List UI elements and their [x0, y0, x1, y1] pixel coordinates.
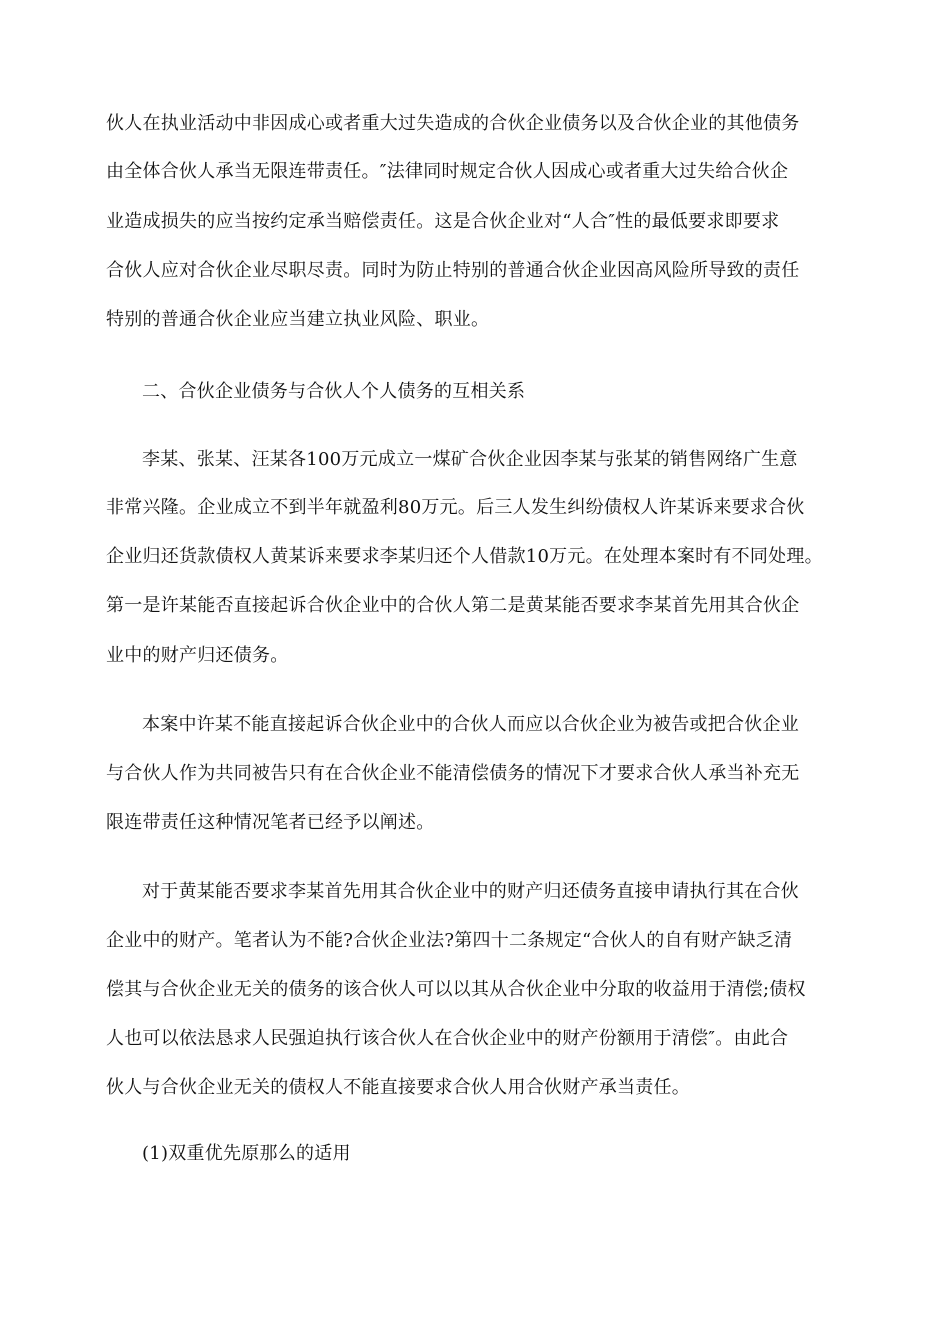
paragraph-1-line-4: 合伙人应对合伙企业尽职尽责。同时为防止特别的普通合伙企业因高风险所导致的责任	[106, 260, 800, 281]
subsection-heading: (1)双重优先原那么的适用	[142, 1143, 351, 1164]
section-heading: 二、合伙企业债务与合伙人个人债务的互相关系	[142, 381, 526, 402]
paragraph-4-line-1: 本案中许某不能直接起诉合伙企业中的合伙人而应以合伙企业为被告或把合伙企业	[142, 714, 799, 735]
paragraph-5-line-2: 企业中的财产。笔者认为不能?合伙企业法?第四十二条规定“合伙人的自有财产缺乏清	[106, 930, 793, 951]
paragraph-5-line-1: 对于黄某能否要求李某首先用其合伙企业中的财产归还债务直接申请执行其在合伙	[142, 881, 799, 902]
paragraph-3-line-1: 李某、张某、汪某各100万元成立一煤矿合伙企业因李某与张某的销售网络广生意	[142, 449, 798, 470]
paragraph-3-line-5: 业中的财产归还债务。	[106, 645, 289, 666]
paragraph-3-line-3: 企业归还货款债权人黄某诉来要求李某归还个人借款10万元。在处理本案时有不同处理。	[106, 546, 823, 567]
paragraph-1-line-2: 由全体合伙人承当无限连带责任。″法律同时规定合伙人因成心或者重大过失给合伙企	[106, 161, 789, 182]
paragraph-5-line-3: 偿其与合伙企业无关的债务的该合伙人可以以其从合伙企业中分取的收益用于清偿;债权	[106, 979, 806, 1000]
paragraph-1-line-1: 伙人在执业活动中非因成心或者重大过失造成的合伙企业债务以及合伙企业的其他债务	[106, 113, 800, 134]
paragraph-4-line-3: 限连带责任这种情况笔者已经予以阐述。	[106, 812, 435, 833]
paragraph-5-line-4: 人也可以依法恳求人民强迫执行该合伙人在合伙企业中的财产份额用于清偿″。由此合	[106, 1028, 789, 1049]
paragraph-1-line-3: 业造成损失的应当按约定承当赔偿责任。这是合伙企业对“人合″性的最低要求即要求	[106, 211, 780, 232]
paragraph-1-line-5: 特别的普通合伙企业应当建立执业风险、职业。	[106, 309, 490, 330]
paragraph-3-line-2: 非常兴隆。企业成立不到半年就盈利80万元。后三人发生纠纷债权人许某诉来要求合伙	[106, 497, 805, 518]
paragraph-3-line-4: 第一是许某能否直接起诉合伙企业中的合伙人第二是黄某能否要求李某首先用其合伙企	[106, 595, 800, 616]
paragraph-4-line-2: 与合伙人作为共同被告只有在合伙企业不能清偿债务的情况下才要求合伙人承当补充无	[106, 763, 800, 784]
paragraph-5-line-5: 伙人与合伙企业无关的债权人不能直接要求合伙人用合伙财产承当责任。	[106, 1077, 690, 1098]
